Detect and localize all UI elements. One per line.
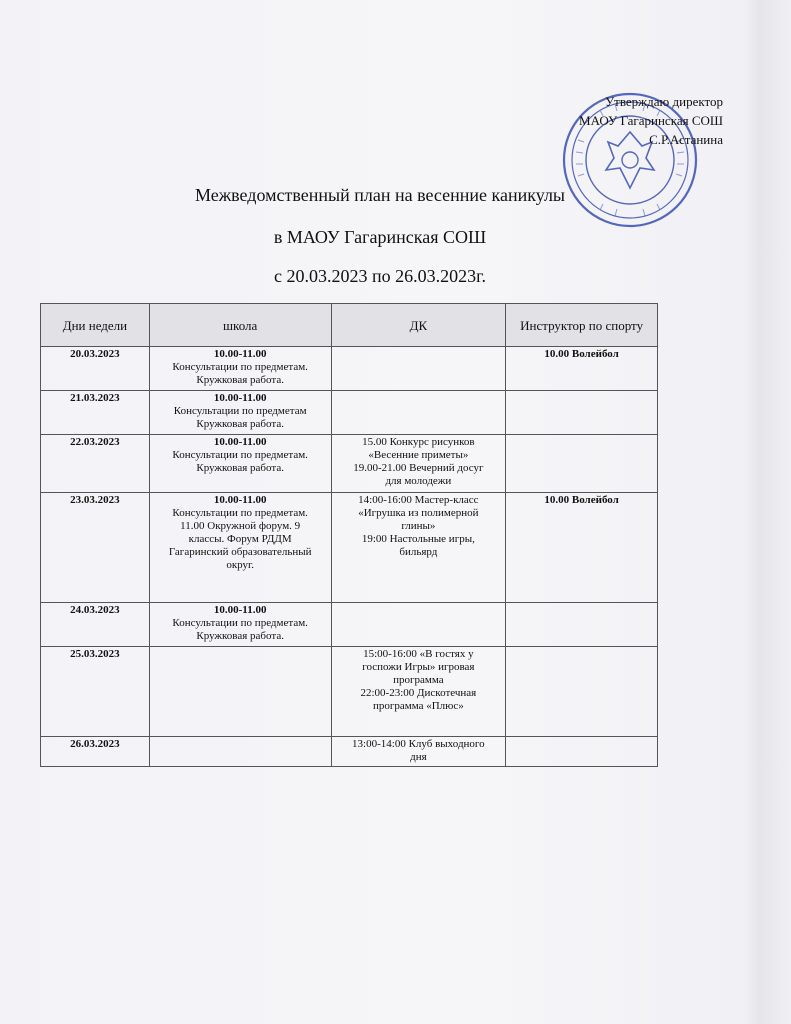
cell-text-line: 10.00-11.00	[213, 494, 267, 506]
row-dk-cell	[331, 493, 506, 603]
cell-text-line: Гагаринский образовательный	[168, 546, 312, 558]
row-date: 23.03.2023	[41, 493, 150, 603]
approval-line-1: Утверждаю директор	[604, 94, 723, 109]
table-row	[41, 493, 658, 603]
cell-text-line: округ.	[226, 559, 255, 571]
header-days: Дни недели	[41, 304, 150, 347]
cell-text-line: Консультации по предметам.	[172, 617, 308, 629]
cell-text-line: бильярд	[399, 546, 438, 558]
row-date: 25.03.2023	[41, 647, 150, 737]
row-dk-cell	[331, 435, 506, 493]
table-row	[41, 737, 658, 767]
table-header-row	[41, 304, 658, 347]
row-sport-cell	[506, 493, 658, 603]
cell-text-line: 10.00-11.00	[213, 604, 267, 616]
cell-text-line: 11.00 Окружной форум. 9	[180, 520, 301, 532]
cell-text-line: 22:00-23:00 Дискотечная	[360, 687, 477, 699]
row-dk-cell	[331, 347, 506, 391]
cell-text-line: Консультации по предметам.	[172, 361, 308, 373]
row-school-cell	[149, 435, 331, 493]
cell-text-line: госпожи Игры» игровая	[362, 661, 475, 673]
table-row	[41, 647, 658, 737]
row-dk-cell	[331, 737, 506, 767]
approval-line-2: МАОУ Гагаринская СОШ	[579, 113, 723, 128]
cell-text-line: «Игрушка из полимерной	[358, 507, 479, 519]
cell-text-line: для молодежи	[385, 475, 452, 487]
header-dk: ДК	[331, 304, 506, 347]
table-row	[41, 347, 658, 391]
cell-text-line: 10.00-11.00	[213, 436, 267, 448]
approval-line-3: С.Р.Астанина	[649, 132, 723, 147]
title-line-2: в МАОУ Гагаринская СОШ	[273, 227, 487, 247]
cell-text-line: 15:00-16:00 «В гостях у	[363, 648, 474, 660]
cell-text-line: 19.00-21.00 Вечерний досуг	[353, 462, 484, 474]
row-dk-cell	[331, 647, 506, 737]
cell-text-line: Консультации по предметам.	[172, 507, 308, 519]
row-sport-cell	[506, 603, 658, 647]
cell-text-line: 10.00-11.00	[213, 392, 267, 404]
cell-text-line: 14:00-16:00 Мастер-класс	[358, 494, 479, 506]
cell-text-line: Консультации по предметам	[173, 405, 307, 417]
header-school: школа	[149, 304, 331, 347]
row-date: 20.03.2023	[41, 347, 150, 391]
row-sport-cell	[506, 435, 658, 493]
cell-text-line: Кружковая работа.	[196, 418, 284, 430]
title-line-3: с 20.03.2023 по 26.03.2023г.	[274, 266, 486, 286]
cell-text-line: 15.00 Конкурс рисунков	[362, 436, 475, 448]
cell-text-line: программа	[393, 674, 444, 686]
row-sport-cell	[506, 391, 658, 435]
row-school-cell	[149, 493, 331, 603]
row-sport-cell	[506, 737, 658, 767]
row-date: 26.03.2023	[41, 737, 150, 767]
cell-text-line: 10.00 Волейбол	[544, 494, 619, 506]
cell-text-line: 10.00 Волейбол	[544, 348, 619, 360]
cell-text-line: Кружковая работа.	[196, 462, 284, 474]
header-sport: Инструктор по спорту	[506, 304, 658, 347]
row-dk-cell	[331, 603, 506, 647]
row-sport-cell	[506, 647, 658, 737]
cell-text-line: программа «Плюс»	[372, 700, 464, 712]
row-school-cell	[149, 647, 331, 737]
row-school-cell	[149, 391, 331, 435]
row-date: 24.03.2023	[41, 603, 150, 647]
cell-text-line: 13:00-14:00 Клуб выходного	[352, 738, 485, 750]
table-row	[41, 391, 658, 435]
row-sport-cell	[506, 347, 658, 391]
row-date: 22.03.2023	[41, 435, 150, 493]
cell-text-line: Консультации по предметам.	[172, 449, 308, 461]
table-row	[41, 603, 658, 647]
cell-text-line: «Весенние приметы»	[368, 449, 469, 461]
table-row	[41, 435, 658, 493]
cell-text-line: глины»	[401, 520, 436, 532]
cell-text-line: Кружковая работа.	[196, 374, 284, 386]
row-school-cell	[149, 347, 331, 391]
cell-text-line: Кружковая работа.	[196, 630, 284, 642]
row-school-cell	[149, 603, 331, 647]
title-line-1: Межведомственный план на весенние каникулы	[194, 185, 566, 205]
approval-block	[579, 92, 723, 149]
cell-text-line: дня	[410, 751, 427, 763]
row-school-cell	[149, 737, 331, 767]
cell-text-line: 10.00-11.00	[213, 348, 267, 360]
cell-text-line: классы. Форум РДДМ	[188, 533, 292, 545]
row-date: 21.03.2023	[41, 391, 150, 435]
cell-text-line: 19:00 Настольные игры,	[361, 533, 475, 545]
schedule-table-body	[41, 347, 658, 767]
schedule-table	[40, 303, 658, 767]
row-dk-cell	[331, 391, 506, 435]
